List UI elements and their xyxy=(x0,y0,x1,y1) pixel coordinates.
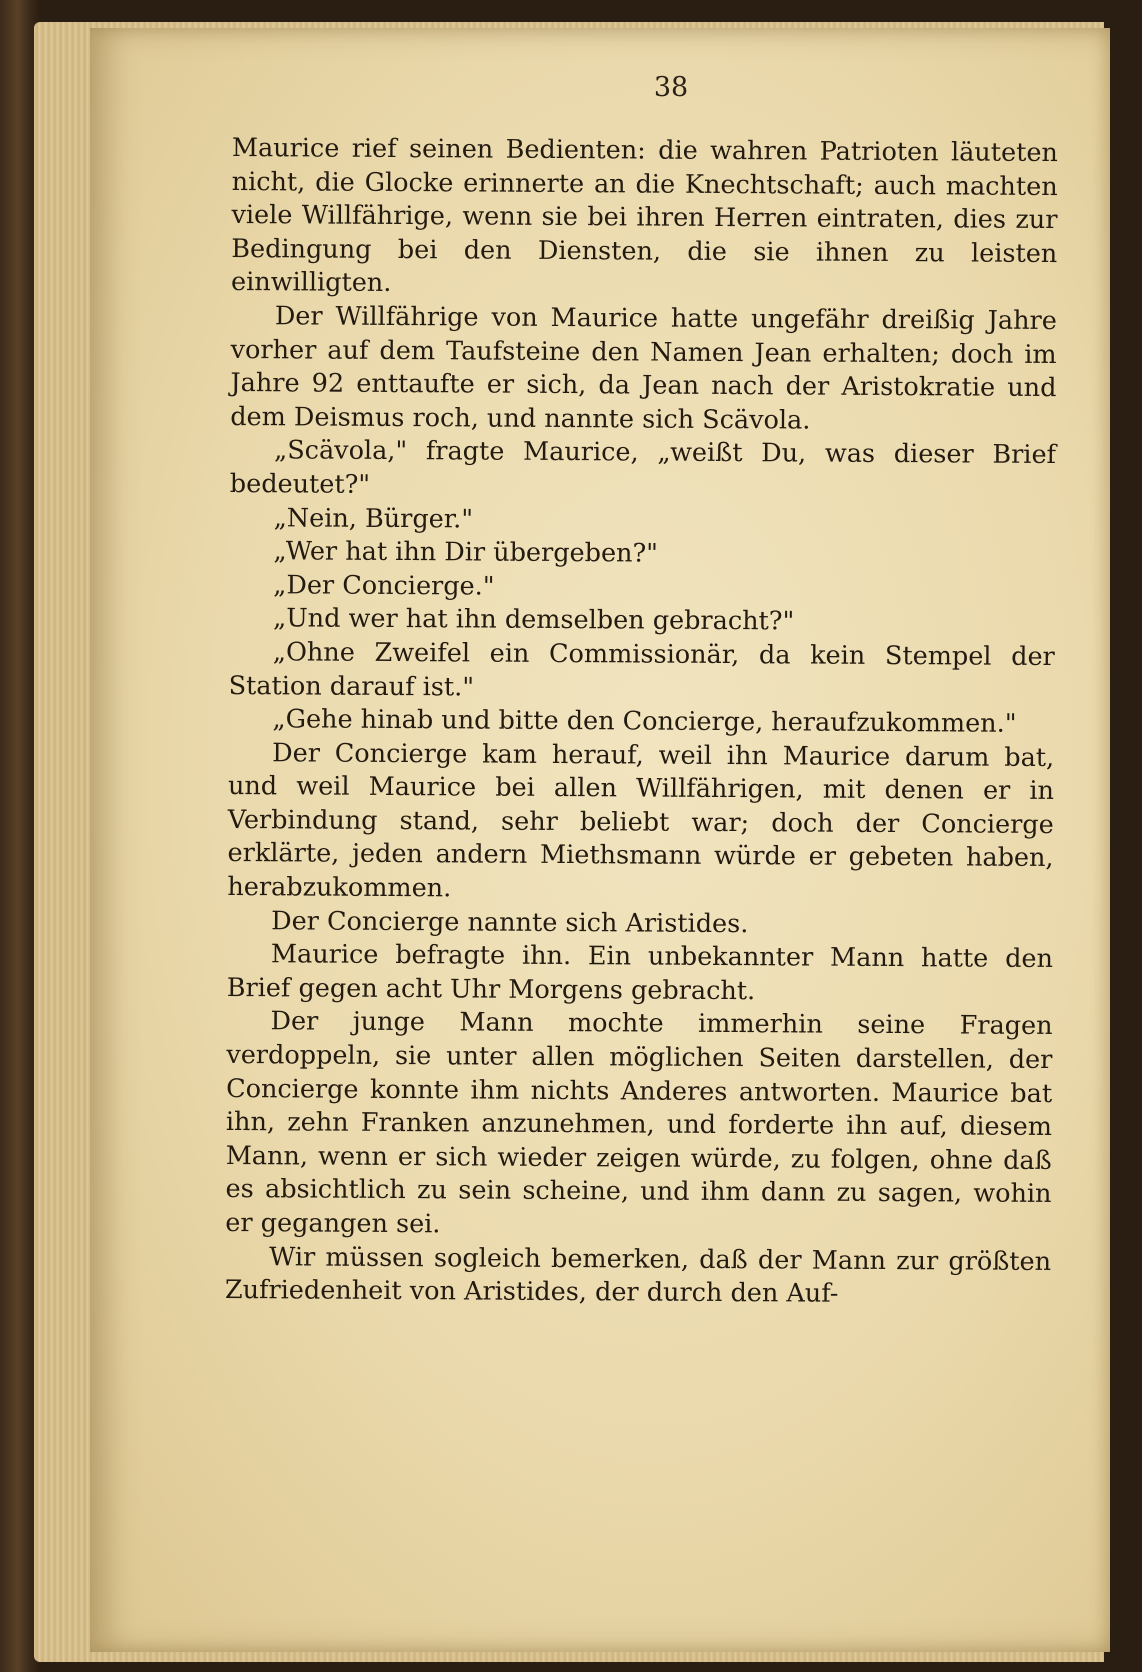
paragraph-1: Maurice rief seinen Bedienten: die wahren Patrioten läuteten nicht, die Glocke erinnerte an die Knechtschaft; auch machten viele Willfährige, wenn sie bei ihren Herren eintraten, dies zur Bedingung bei den Diensten, die sie ihnen zu leisten einwilligten. xyxy=(230,132,1058,299)
paragraph-10: Der Concierge kam herauf, weil ihn Maurice darum bat, und weil Maurice bei allen Willfährigen, mit denen er in Verbindung stand, sehr beliebt war; doch der Concierge erklärte, jeden andern Miethsmann würde er gebeten haben, herabzukommen. xyxy=(227,737,1055,904)
paragraph-12: Maurice befragte ihn. Ein unbekannter Mann hatte den Brief gegen acht Uhr Morgens gebracht. xyxy=(226,939,1054,1007)
paragraph-4: „Nein, Bürger." xyxy=(273,502,474,535)
paragraph-6: „Der Concierge." xyxy=(273,569,495,602)
paragraph-13: Der junge Mann mochte immerhin seine Fragen verdoppeln, sie unter allen möglichen Seiten darstellen, der Concierge konnte ihm nichts Anderes antworten. Maurice bat ihn, zehn Franken anzunehmen, und forderte ihn auf, diesem Mann, wenn er sich wieder zeigen würde, zu folgen, ohne daß es absichtlich zu sein scheine, und ihm dann zu sagen, wohin er gegangen sei. xyxy=(225,1006,1053,1240)
paragraph-9: „Gehe hinab und bitte den Concierge, heraufzukommen." xyxy=(272,704,1017,739)
paragraph-7: „Und wer hat ihn demselben gebracht?" xyxy=(272,603,795,637)
body-text xyxy=(225,132,1058,1313)
paragraph-3: „Scävola," fragte Maurice, „weißt Du, was dieser Brief bedeutet?" xyxy=(229,435,1057,500)
paragraph-14: Wir müssen sogleich bemerken, daß der Mann zur größten Zufriedenheit von Aristides, der durch den Auf- xyxy=(224,1241,1052,1309)
page-number: 38 xyxy=(653,72,689,103)
paragraph-11: Der Concierge nannte sich Aristides. xyxy=(271,905,749,939)
paragraph-8: „Ohne Zweifel ein Commissionär, da kein Stempel der Station darauf ist." xyxy=(228,637,1055,702)
paragraph-2: Der Willfährige von Maurice hatte ungefähr dreißig Jahre vorher auf dem Taufsteine den Namen Jean erhalten; doch im Jahre 92 enttaufte er sich, da Jean nach der Aristokratie und dem Deismus roch, und nannte sich Scävola. xyxy=(230,301,1057,436)
paragraph-5: „Wer hat ihn Dir übergeben?" xyxy=(273,536,659,569)
